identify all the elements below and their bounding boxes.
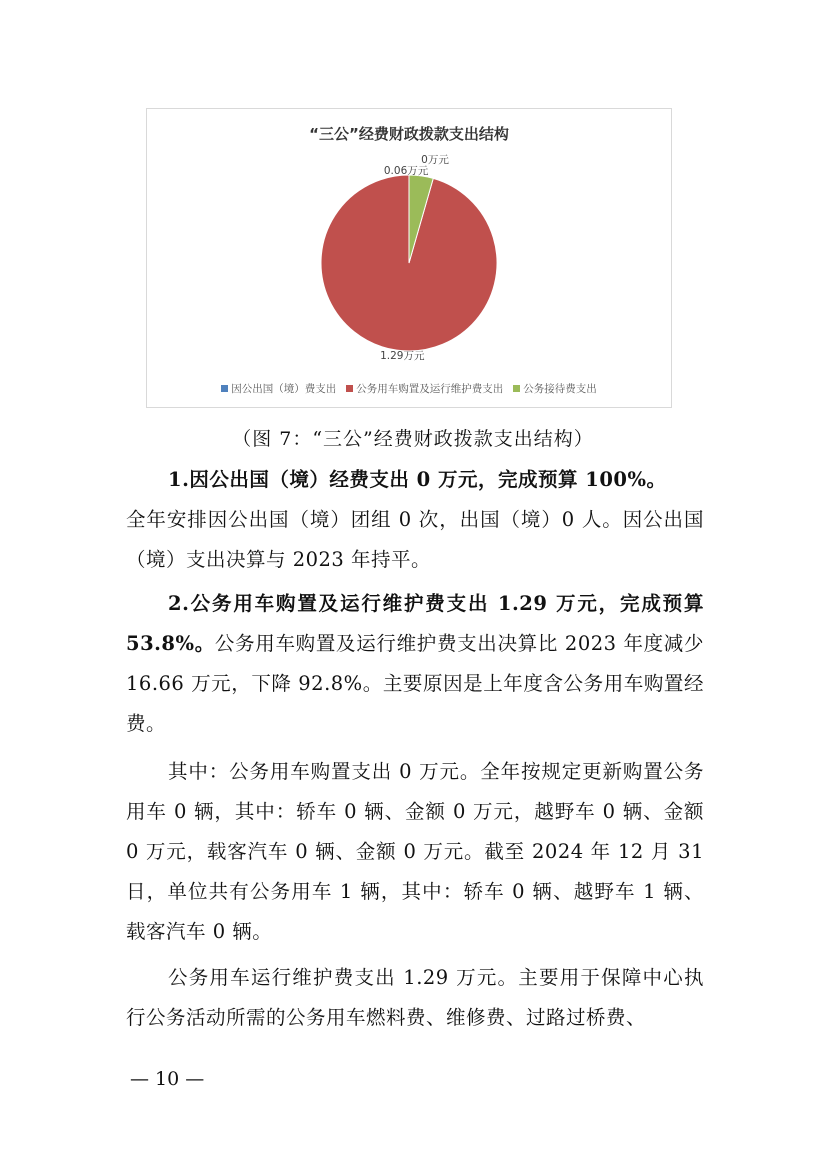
pie-data-label-3: 0.06万元 [383, 164, 429, 177]
paragraph-1-bold: 1.因公出国（境）经费支出 0 万元，完成预算 100%。 [168, 468, 667, 491]
paragraph-1-heading [126, 460, 704, 500]
paragraph-2 [126, 584, 704, 744]
legend-label-2: 公务用车购置及运行维护费支出 [356, 383, 504, 395]
paragraph-4: 公务用车运行维护费支出 1.29 万元。主要用于保障中心执行公务活动所需的公务用车燃料费、维修费、过路过桥费、 [126, 966, 704, 1029]
chart-legend [147, 381, 671, 396]
chart-title: “三公”经费财政拨款支出结构 [309, 125, 509, 143]
paragraph-3: 其中：公务用车购置支出 0 万元。全年按规定更新购置公务用车 0 辆，其中：轿车 0 辆、金额 0 万元，越野车 0 辆、金额 0 万元，载客汽车 0 辆、金额 0 万元。截至 2024 年 12 月 31 日，单位共有公务用车 1 辆，其中：轿车 0 辆、越野车 1 辆、载客汽车 0 辆。 [126, 760, 704, 943]
legend-item-2 [346, 381, 503, 396]
pie-data-label-2: 1.29万元 [380, 349, 425, 362]
legend-label-1: 因公出国（境）费支出 [231, 383, 337, 395]
paragraph-2-body: 公务用车购置及运行维护费支出决算比 2023 年度减少 16.66 万元，下降 92.8%。主要原因是上年度含公务用车购置经费。 [126, 632, 704, 735]
legend-swatch-1 [221, 385, 228, 392]
pie-chart [146, 108, 672, 408]
pie-chart-svg [147, 109, 671, 407]
legend-swatch-2 [346, 385, 353, 392]
paragraph-1-body: 全年安排因公出国（境）团组 0 次，出国（境）0 人。因公出国（境）支出决算与 2023 年持平。 [126, 508, 704, 571]
paragraph-2-bold: 2.公务用车购置及运行维护费支出 1.29 万元，完成预算 53.8%。 [126, 592, 704, 655]
legend-label-3: 公务接待费支出 [523, 383, 597, 395]
pie-data-label-1: 0万元 [421, 154, 449, 166]
page-number: — 10 — [130, 1068, 205, 1090]
legend-swatch-3 [513, 385, 520, 392]
legend-item-1 [221, 381, 336, 396]
legend-item-3 [513, 381, 597, 396]
figure-caption: （图 7：“三公”经费财政拨款支出结构） [232, 428, 594, 450]
